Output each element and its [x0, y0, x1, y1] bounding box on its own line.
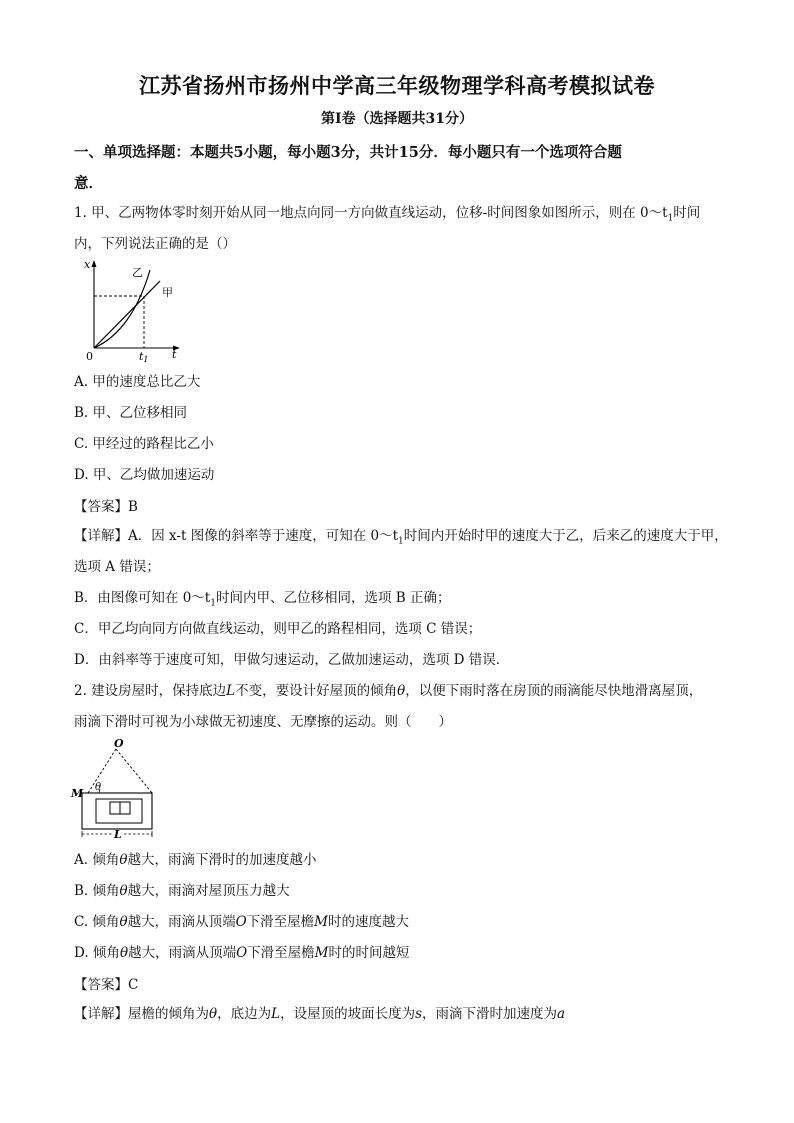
q1-detail-text-a: 【详解】A．因 x-t 图像的斜率等于速度，可知在 0～t — [74, 528, 398, 544]
q2-c-theta: θ — [119, 914, 128, 930]
curve-jia-label: 甲 — [162, 286, 173, 299]
section-heading-line1: 一、单项选择题：本题共5小题，每小题3分，共计15分．每小题只有一个选项符合题 — [74, 144, 622, 161]
x-axis-arrow — [92, 260, 97, 267]
house-inner-wall — [96, 799, 142, 823]
q1-option-a: A. 甲的速度总比乙大 — [74, 374, 201, 390]
q2-stem-text-a: 2. 建设房屋时，保持底边 — [74, 683, 227, 699]
q2-option-d — [74, 941, 409, 961]
q2-detail-a: 【详解】屋檐的倾角为 — [74, 1006, 209, 1022]
t1-label-sub: 1 — [143, 355, 149, 364]
roof-right-slope — [116, 749, 152, 793]
q2-d-M: M — [314, 945, 329, 961]
q1-stem-text-b: 时间 — [673, 205, 701, 221]
q2-d-theta: θ — [119, 945, 129, 961]
q1-detail3-text-b: 时间内甲、乙位移相同，选项 B 正确； — [215, 590, 451, 606]
q2-a-pre: A. 倾角 — [74, 852, 120, 868]
q2-stem-text-c: ，以便下雨时落在房顶的雨滴能尽快地滑离屋顶， — [405, 683, 703, 699]
q2-house-diagram — [66, 734, 170, 842]
q2-b-theta: θ — [119, 883, 128, 899]
q2-option-c — [74, 910, 409, 930]
label-O: O — [114, 737, 124, 750]
q2-detail-line1 — [74, 1004, 734, 1024]
q1-detail-line4: C．甲乙均向同方向做直线运动，则甲乙的路程相同，选项 C 错误； — [74, 621, 482, 637]
q1-option-c: C. 甲经过的路程比乙小 — [74, 436, 214, 452]
q2-answer: 【答案】C — [74, 977, 139, 993]
q2-d-mid: 越大，雨滴从顶端 — [128, 945, 237, 961]
roof-left-slope — [88, 749, 116, 793]
curve-jia — [94, 281, 160, 348]
q1-stem-line2: 内，下列说法正确的是（） — [74, 236, 236, 252]
q1-detail3-text-a: B．由图像可知在 0～t — [74, 590, 211, 606]
t1-label — [139, 350, 149, 364]
q1-detail-line1 — [74, 526, 734, 552]
q1-detail3-sub: 1 — [210, 598, 216, 609]
q1-xt-graph — [80, 256, 190, 364]
x-axis-label: x — [84, 258, 91, 271]
q2-detail-L: L — [271, 1006, 281, 1022]
page-title: 江苏省扬州市扬州中学高三年级物理学科高考模拟试卷 — [139, 73, 655, 98]
q2-c-mid2: 下滑至屋檐 — [246, 914, 315, 930]
label-theta: θ — [95, 782, 102, 793]
q2-a-theta: θ — [119, 852, 128, 868]
q2-option-b — [74, 879, 290, 899]
q1-detail-text-b: 时间内开始时甲的速度大于乙，后来乙的速度大于甲， — [403, 528, 728, 544]
q1-option-b: B. 甲、乙位移相同 — [74, 405, 188, 421]
q1-stem-text-a: 1. 甲、乙两物体零时刻开始从同一地点向同一方向做直线运动，位移-时间图象如图所示，则在 0～t — [74, 205, 668, 221]
q2-c-M: M — [314, 914, 328, 930]
curve-yi-label: 乙 — [132, 266, 143, 279]
q2-stem-line2: 雨滴下滑时可视为小球做无初速度、无摩擦的运动。则（ ） — [74, 714, 452, 730]
q2-detail-a-sym: a — [557, 1006, 566, 1022]
q2-detail-b: ，底边为 — [217, 1006, 272, 1022]
label-L: L — [114, 828, 122, 841]
q2-stem-text-b: 不变，要设计好屋顶的倾角 — [235, 683, 398, 699]
q2-stem-theta: θ — [397, 683, 406, 699]
q1-detail-line3 — [74, 588, 734, 614]
q2-d-post: 时的时间越短 — [328, 945, 410, 961]
section-heading-line2: 意． — [74, 175, 103, 192]
q2-option-a — [74, 848, 316, 868]
q1-detail-line5: D．由斜率等于速度可知，甲做匀速运动，乙做加速运动，选项 D 错误． — [74, 652, 510, 668]
curve-yi — [94, 270, 150, 348]
q2-detail-c: ，设屋顶的坡面长度为 — [280, 1006, 416, 1022]
t1-label-main: t — [139, 350, 144, 363]
q2-a-post: 越大，雨滴下滑时的加速度越小 — [127, 852, 317, 868]
q2-stem-L: L — [226, 683, 236, 699]
q2-detail-theta: θ — [209, 1006, 218, 1022]
q1-detail-sub: 1 — [398, 536, 404, 547]
q2-c-O: O — [235, 914, 247, 930]
q2-b-pre: B. 倾角 — [74, 883, 120, 899]
q2-d-mid2: 下滑至屋檐 — [247, 945, 315, 961]
q2-c-post: 时的速度越大 — [327, 914, 409, 930]
section-subtitle: 第Ⅰ卷（选择题共31分） — [320, 111, 474, 127]
q1-option-d: D. 甲、乙均做加速运动 — [74, 467, 215, 483]
q2-d-pre: D. 倾角 — [74, 945, 120, 961]
q1-stem-sub: 1 — [667, 213, 674, 224]
origin-label: 0 — [86, 350, 93, 363]
q2-stem-line1 — [74, 681, 734, 701]
t-axis-label: t — [172, 348, 177, 361]
q2-b-post: 越大，雨滴对屋顶压力越大 — [127, 883, 290, 899]
q2-c-pre: C. 倾角 — [74, 914, 120, 930]
q2-d-O: O — [236, 945, 248, 961]
q2-detail-s: s — [415, 1006, 423, 1022]
label-M: M — [71, 787, 84, 800]
q1-detail-line2: 选项 A 错误； — [74, 559, 160, 575]
q2-c-mid: 越大，雨滴从顶端 — [127, 914, 236, 930]
q2-detail-d: ，雨滴下滑时加速度为 — [422, 1006, 558, 1022]
q1-answer: 【答案】B — [74, 499, 138, 515]
q1-stem-line1 — [74, 203, 734, 229]
